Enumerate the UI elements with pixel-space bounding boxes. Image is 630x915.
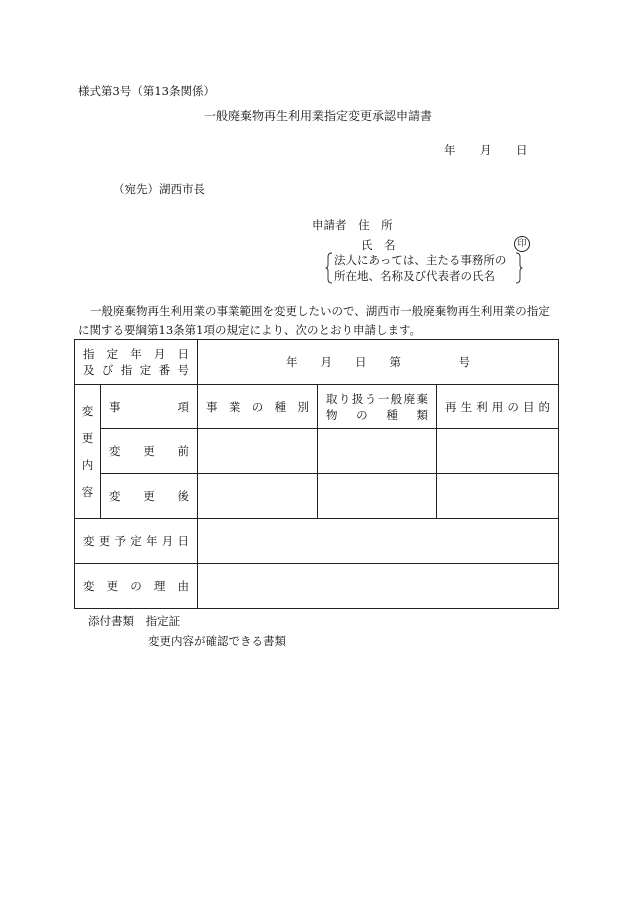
header-item: 事 項 <box>101 385 198 429</box>
address-label: 住 所 <box>358 218 393 232</box>
header-waste-type: 取り扱う一般廃棄 物 の 種 類 <box>318 385 437 429</box>
scheduled-date-label: 変更予定年月日 <box>75 519 198 564</box>
change-details-label: 変 更 内 容 <box>75 385 101 519</box>
row-before-change: 変 更 前 <box>101 429 198 474</box>
after-purpose-cell[interactable] <box>437 474 559 519</box>
scheduled-date-cell[interactable] <box>198 519 559 564</box>
applicant-label: 申請者 <box>312 218 347 232</box>
after-business-cell[interactable] <box>198 474 318 519</box>
header-business-type: 事業の種別 <box>198 385 318 429</box>
left-bracket-icon <box>325 252 333 284</box>
designation-value-cell[interactable]: 年 月 日 第 号 <box>198 340 559 385</box>
document-title: 一般廃棄物再生利用業指定変更承認申請書 <box>203 109 432 123</box>
seal-icon: 印 <box>514 236 530 252</box>
attachments-label: 添付書類 <box>88 614 134 628</box>
corporate-note: 法人にあっては、主たる事務所の 所在地、名称及び代表者の氏名 <box>334 253 507 283</box>
attachment-item-1: 指定証 <box>145 614 181 628</box>
attachments-line <box>88 613 180 629</box>
name-label: 氏 名 <box>361 238 396 252</box>
date-day: 日 <box>516 143 528 157</box>
attachment-item-2: 変更内容が確認できる書類 <box>148 634 286 648</box>
reason-label: 変 更 の 理 由 <box>75 564 198 609</box>
after-waste-cell[interactable] <box>318 474 437 519</box>
row-after-change: 変 更 後 <box>101 474 198 519</box>
date-month: 月 <box>480 143 492 157</box>
form-number: 様式第3号（第13条関係） <box>78 84 215 98</box>
designation-label-cell: 指 定 年 月 日 及 び 指 定 番 号 <box>75 340 198 385</box>
applicant-address-line <box>312 217 393 233</box>
before-purpose-cell[interactable] <box>437 429 559 474</box>
before-business-cell[interactable] <box>198 429 318 474</box>
application-form-table <box>74 339 559 609</box>
before-waste-cell[interactable] <box>318 429 437 474</box>
date-year: 年 <box>444 143 456 157</box>
application-statement: 一般廃棄物再生利用業の事業範囲を変更したいので、湖西市一般廃棄物再生利用業の指定に関する要綱第13条第1項の規定により、次のとおり申請します。 <box>78 304 550 337</box>
reason-cell[interactable] <box>198 564 559 609</box>
header-purpose: 再生利用の目的 <box>437 385 559 429</box>
right-bracket-icon <box>515 252 523 284</box>
addressee: （宛先）湖西市長 <box>113 182 205 196</box>
